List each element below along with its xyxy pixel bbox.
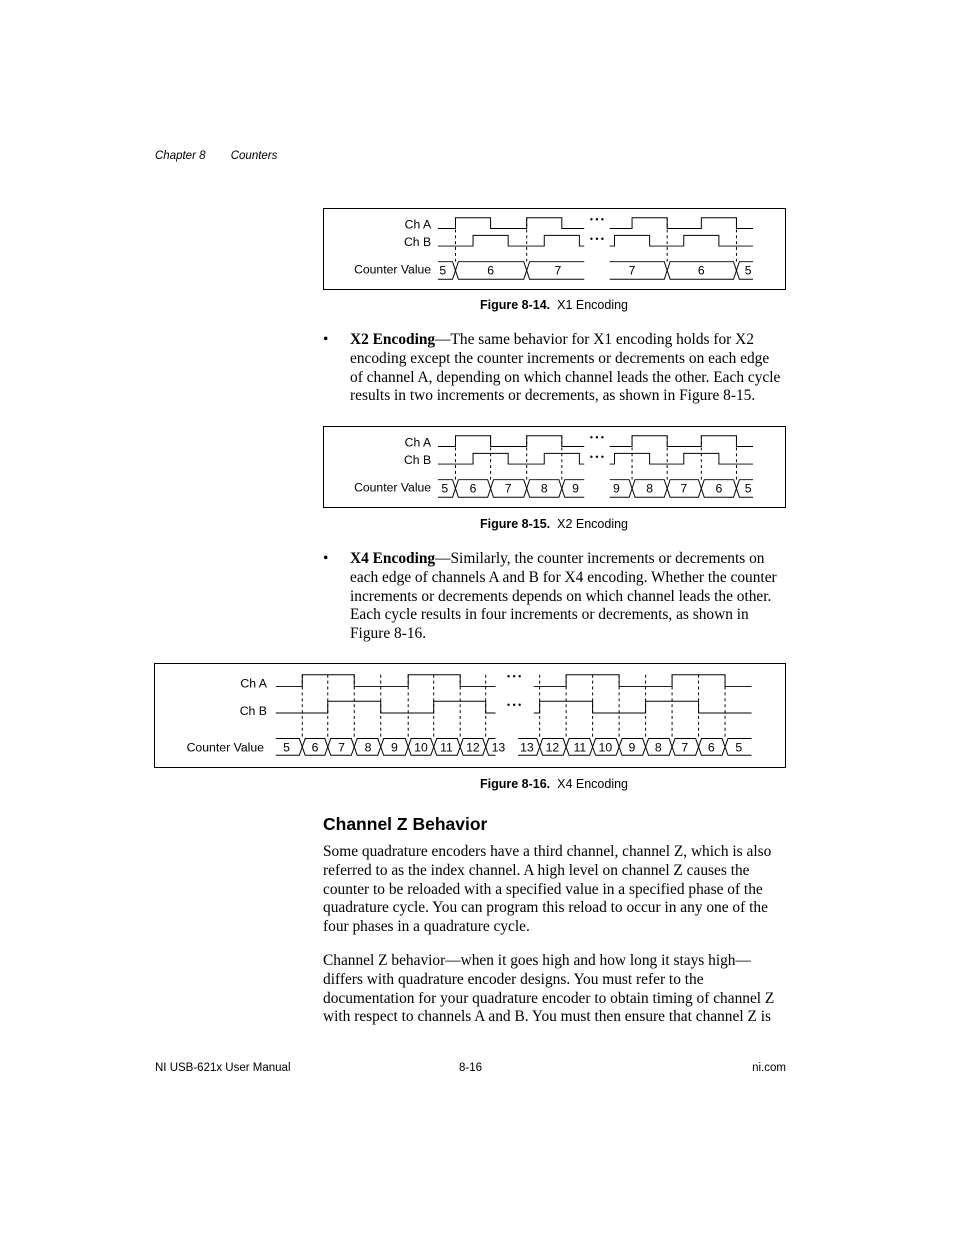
counter-value: 6 xyxy=(697,263,705,278)
ch-b-label: Ch B xyxy=(239,704,267,719)
page-header xyxy=(155,150,277,162)
counter-value: 11 xyxy=(440,740,453,755)
section-paragraph: Channel Z behavior—when it goes high and how long it stays high—differs with quadrature encoder designs. You must refer to the documentation for your quadrature encoder to obtain timing of channel Z with respect to channels A and B. You must then ensure that channel Z is xyxy=(323,952,775,1026)
counter-value: 6 xyxy=(469,481,477,496)
continuation-dots: • • • xyxy=(589,214,604,225)
bullet-text: —The same behavior for X1 encoding holds for X2 encoding except the counter increments or decrements on each edge of channel A, depending on which channel leads the other. Each cycle results in two increments or decrements, as shown in Figure 8-15. xyxy=(350,331,781,405)
ch-b-waveform xyxy=(610,235,753,246)
ch-a-waveform xyxy=(610,436,753,447)
bullet-x2-encoding xyxy=(323,331,785,406)
footer-manual-title: NI USB-621x User Manual xyxy=(155,1062,291,1074)
footer-page-number: 8-16 xyxy=(459,1062,483,1074)
counter-value: 8 xyxy=(540,481,548,496)
counter-value: 13 xyxy=(520,740,534,755)
counter-value: 7 xyxy=(680,481,688,496)
ch-a-waveform xyxy=(610,218,753,229)
counter-value: 9 xyxy=(572,481,579,496)
counter-value-label: Counter Value xyxy=(354,480,432,495)
counter-value-label: Counter Value xyxy=(354,262,432,277)
counter-value: 8 xyxy=(646,481,654,496)
caption-title: X1 Encoding xyxy=(557,298,628,312)
caption-number: Figure 8-14. xyxy=(479,298,551,312)
caption-number: Figure 8-16. xyxy=(479,777,551,791)
figure-caption xyxy=(323,517,785,531)
counter-value: 6 xyxy=(487,263,494,278)
bullet-term: X4 Encoding xyxy=(350,550,436,567)
continuation-dots: • • • xyxy=(507,700,522,711)
caption-title: X4 Encoding xyxy=(557,777,628,791)
counter-value: 8 xyxy=(654,740,662,755)
ch-b-waveform xyxy=(276,701,496,713)
counter-value: 10 xyxy=(414,740,428,755)
section-heading: Channel Z Behavior xyxy=(323,814,488,834)
figure-x1-encoding xyxy=(323,208,786,290)
counter-value: 12 xyxy=(545,740,560,755)
counter-value: 9 xyxy=(628,740,636,755)
counter-value: 10 xyxy=(598,740,613,755)
bullet-marker: • xyxy=(323,331,329,348)
counter-bus xyxy=(438,262,753,280)
counter-value: 7 xyxy=(554,263,562,278)
continuation-dots: • • • xyxy=(589,452,604,463)
bullet-marker: • xyxy=(323,550,329,567)
x1-timing-diagram xyxy=(324,209,785,289)
figure-x4-encoding xyxy=(154,663,786,768)
continuation-dots: • • • xyxy=(507,671,522,682)
counter-value: 11 xyxy=(573,740,587,755)
counter-value: 9 xyxy=(391,740,398,755)
counter-bus xyxy=(438,480,753,498)
counter-value: 6 xyxy=(715,481,723,496)
counter-value: 5 xyxy=(283,740,290,755)
counter-bus xyxy=(276,739,752,756)
ch-a-label: Ch A xyxy=(240,676,267,691)
header-chapter: Chapter 8 xyxy=(155,150,206,162)
continuation-dots: • • • xyxy=(589,234,604,245)
ch-a-label: Ch A xyxy=(404,217,432,232)
counter-value-label: Counter Value xyxy=(186,740,264,755)
counter-value: 5 xyxy=(744,481,752,496)
counter-value: 7 xyxy=(504,481,512,496)
counter-value: 6 xyxy=(311,740,319,755)
ch-b-waveform xyxy=(610,453,753,464)
counter-value: 9 xyxy=(613,481,620,496)
bullet-text: —Similarly, the counter increments or decrements on each edge of channels A and B for X4 encoding. Whether the counter increments or decrements depends on which channel leads the other. Each cycle results in four increments or decrements, as shown in Figure 8-16. xyxy=(350,550,777,643)
counter-value: 13 xyxy=(491,740,506,755)
bullet-x4-encoding xyxy=(323,550,785,644)
counter-value: 5 xyxy=(441,481,449,496)
counter-value: 12 xyxy=(466,740,480,755)
ch-b-label: Ch B xyxy=(403,453,432,468)
counter-value: 6 xyxy=(707,740,715,755)
caption-number: Figure 8-15. xyxy=(479,517,551,531)
header-section: Counters xyxy=(230,150,278,162)
section-paragraph: Some quadrature encoders have a third channel, channel Z, which is also referred to as the index channel. A high level on channel Z causes the counter to be reloaded with a specified value in a specified phase of the quadrature cycle. You can program this reload to occur in any one of the four phases in a quadrature cycle. xyxy=(323,843,772,936)
counter-value: 7 xyxy=(628,263,636,278)
counter-value: 7 xyxy=(338,740,345,755)
figure-caption xyxy=(323,777,785,791)
figure-x2-encoding xyxy=(323,426,786,508)
counter-value: 5 xyxy=(439,263,447,278)
ch-a-waveform xyxy=(438,218,584,229)
footer-website: ni.com xyxy=(752,1062,786,1074)
continuation-dots: • • • xyxy=(589,432,604,443)
counter-value: 5 xyxy=(744,263,752,278)
bullet-term: X2 Encoding xyxy=(350,331,436,348)
x4-timing-diagram xyxy=(155,664,785,767)
counter-value: 7 xyxy=(681,740,689,755)
counter-value: 8 xyxy=(364,740,372,755)
figure-caption xyxy=(323,298,785,312)
counter-value: 5 xyxy=(735,740,743,755)
ch-b-waveform xyxy=(438,235,584,246)
x2-timing-diagram xyxy=(324,427,785,507)
ch-a-waveform xyxy=(276,675,496,687)
caption-title: X2 Encoding xyxy=(557,517,628,531)
ch-a-label: Ch A xyxy=(404,435,432,450)
ch-b-label: Ch B xyxy=(403,235,432,250)
